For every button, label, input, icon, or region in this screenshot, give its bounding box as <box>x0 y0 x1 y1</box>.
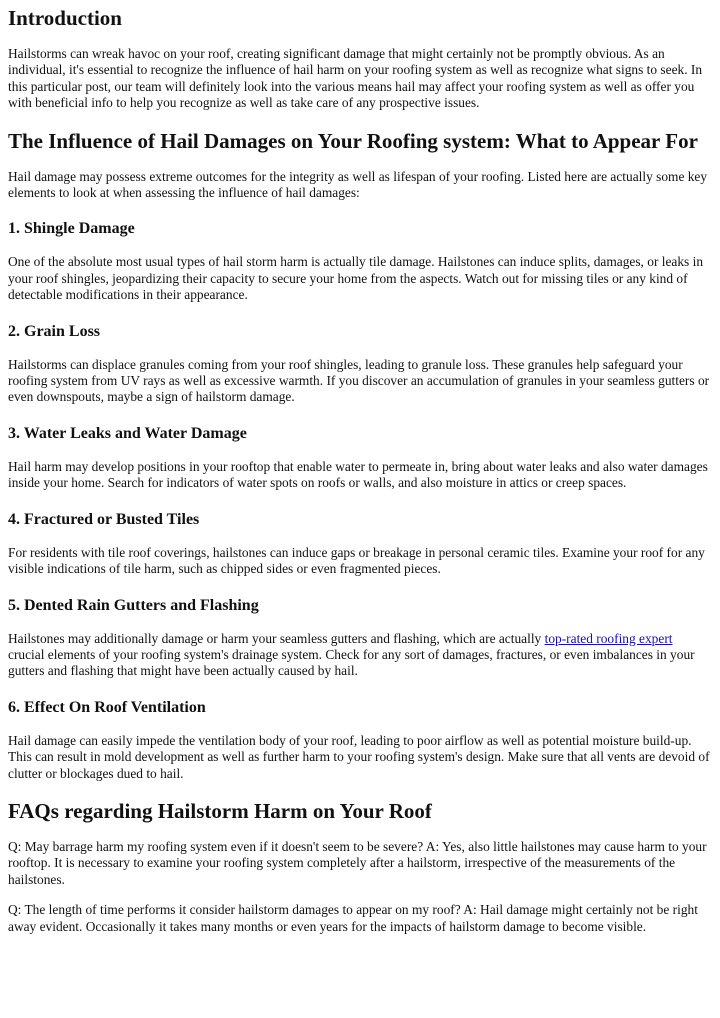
intro-heading: Introduction <box>8 6 122 30</box>
intro-paragraph: Hailstorms can wreak havoc on your roof, creating significant damage that might certainly not be promptly obvious. As an individual, it's essential to recognize the influence of hail harm on your roofing system as well as recognize what signs to seek. In this particular post, our team will definitely look into the various means hail may affect your roofing system as well as offer you with beneficial info to help you recognize as well as take care of any prospective issues. <box>8 46 703 111</box>
section-paragraph-water-leaks: Hail harm may develop positions in your rooftop that enable water to permeate in, bring about water leaks and also water damages inside your home. Search for indicators of water spots on roofs or walls, and also moisture in attics or creep spaces. <box>8 458 708 491</box>
gutters-text-before: Hailstones may additionally damage or harm your seamless gutters and flashing, which are actually <box>8 630 545 646</box>
section-heading-grain-loss: 2. Grain Loss <box>8 322 101 340</box>
roofing-expert-link[interactable]: top-rated roofing expert <box>544 630 673 646</box>
section-heading-fractured-tiles: 4. Fractured or Busted Tiles <box>8 510 200 528</box>
influence-heading: The Influence of Hail Damages on Your Roofing system: What to Appear For <box>8 128 698 153</box>
faq-question-2: Q: The length of time performs it consider hailstorm damages to appear on my roof? A: Hail damage might certainly not be right away evident. Occasionally it takes many months or even years for the impacts of hailstorm damage to become visible. <box>8 902 698 934</box>
section-heading-water-leaks: 3. Water Leaks and Water Damage <box>8 424 247 442</box>
faq-question-1: Q: May barrage harm my roofing system even if it doesn't seem to be severe? A: Yes, also little hailstones may cause harm to your rooftop. It is necessary to examine your roofing system completely after a hailstorm, irrespective of the measurements of the hailstones. <box>8 838 707 887</box>
influence-paragraph: Hail damage may possess extreme outcomes for the integrity as well as lifespan of your roofing. Listed here are actually some key elements to look at when assessing the influence of hail damages: <box>8 168 708 201</box>
section-paragraph-fractured-tiles: For residents with tile roof coverings, hailstones can induce gaps or breakage in personal ceramic tiles. Examine your roof for any visible indications of tile harm, such as chipped sides or even fragmented pieces. <box>8 544 705 577</box>
section-heading-roof-ventilation: 6. Effect On Roof Ventilation <box>8 698 206 716</box>
gutters-text-after: crucial elements of your roofing system's drainage system. Check for any sort of damages, fractures, or even imbalances in your gutters and flashing that might have been actually caused by hail. <box>8 646 695 679</box>
section-heading-dented-gutters: 5. Dented Rain Gutters and Flashing <box>8 596 259 614</box>
section-heading-shingle-damage: 1. Shingle Damage <box>8 220 135 238</box>
section-paragraph-roof-ventilation: Hail damage can easily impede the ventilation body of your roof, leading to poor airflow as well as potential moisture build-up. This can result in mold development as well as further harm to your roofing system's design. Make sure that all vents are devoid of clutter or blockages dued to hail. <box>8 732 710 781</box>
section-paragraph-dented-gutters <box>8 631 712 680</box>
section-paragraph-grain-loss: Hailstorms can displace granules coming from your roof shingles, leading to granule loss. These granules help safeguard your roofing system from UV rays as well as excessive warmth. If you discover an accumulation of granules in your seamless gutters or even downspouts, maybe a sign of hailstorm damage. <box>8 356 710 405</box>
section-paragraph-shingle-damage: One of the absolute most usual types of hail storm harm is actually tile damage. Hailstones can induce splits, damages, or leaks in your roof shingles, jeopardizing their capacity to secure your home from the aspects. Watch out for missing tiles or any kind of detectable modifications in their appearance. <box>8 254 704 303</box>
faq-heading: FAQs regarding Hailstorm Harm on Your Roof <box>8 798 432 823</box>
